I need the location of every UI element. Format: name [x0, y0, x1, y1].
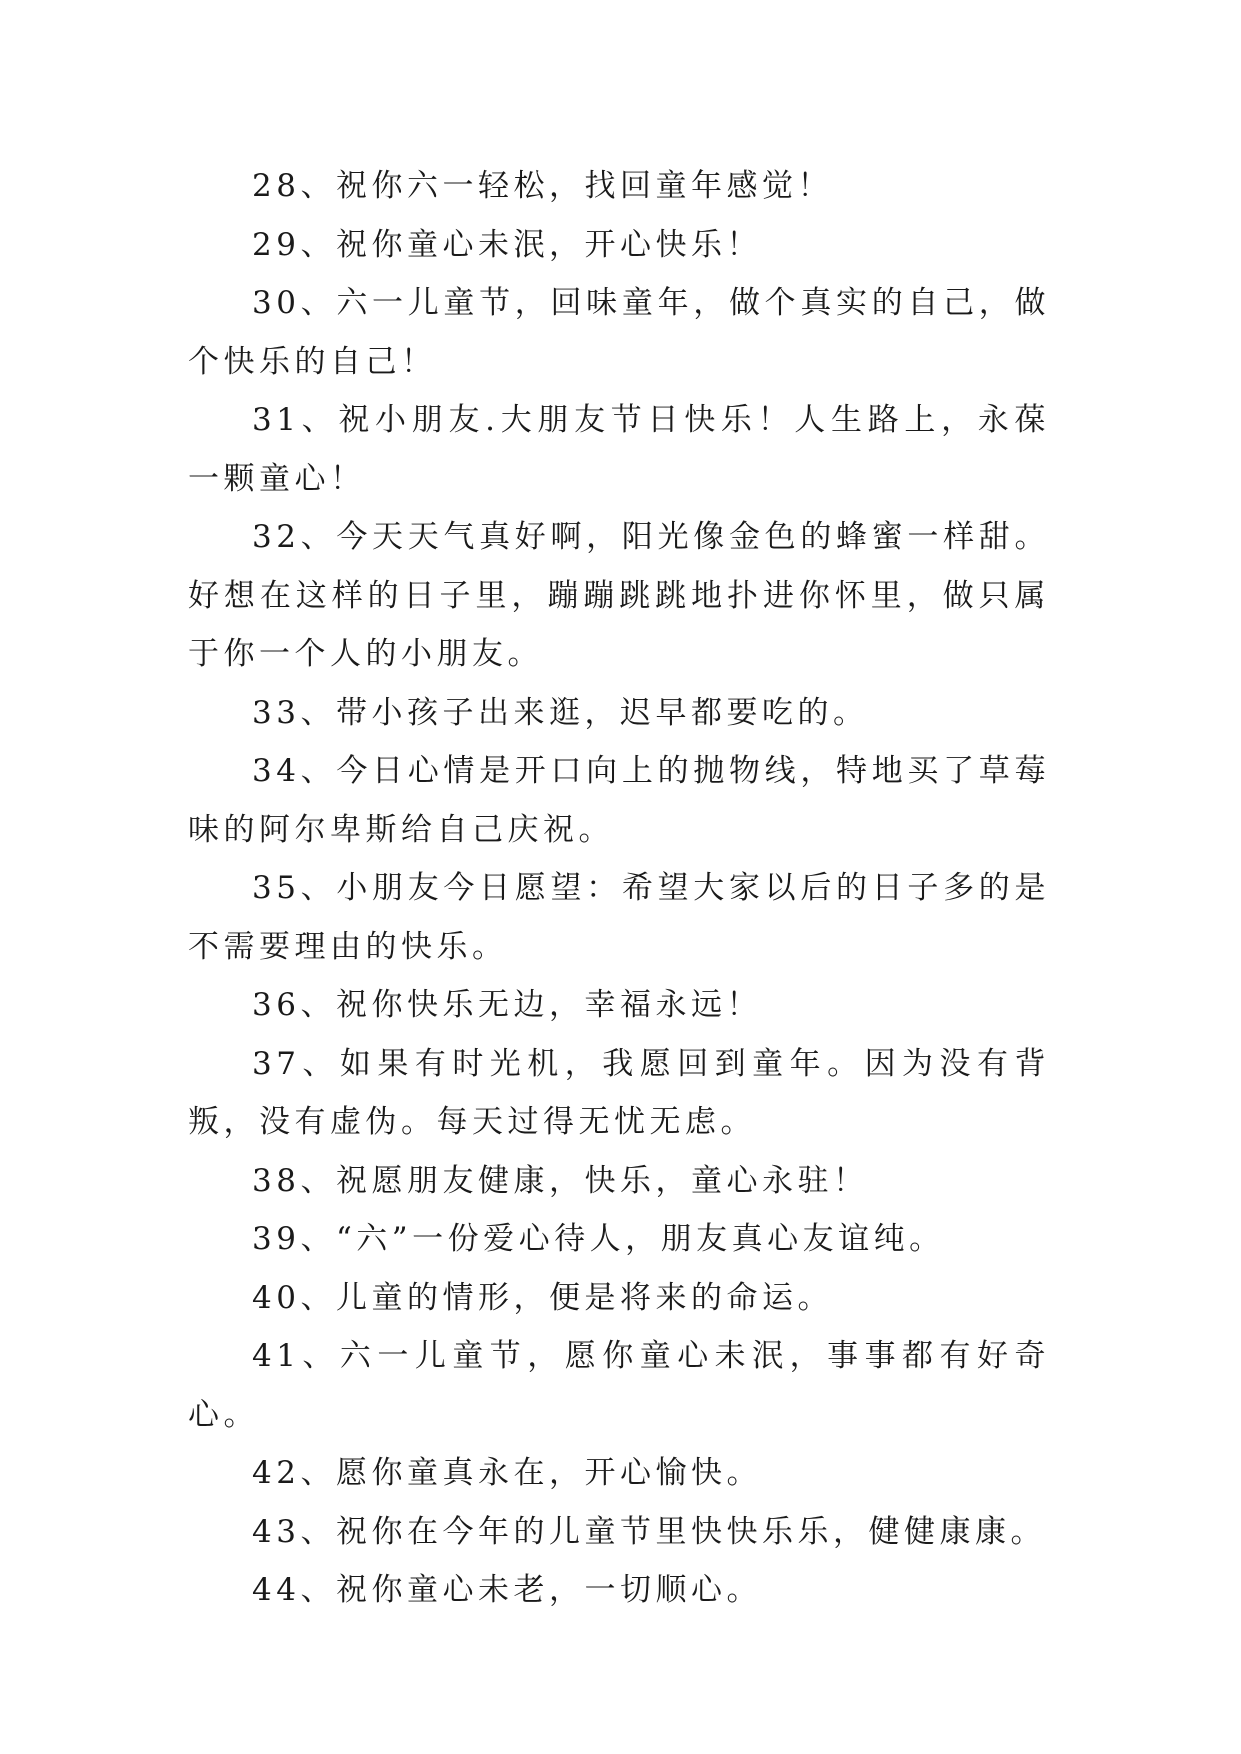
- paragraph-44: 44、祝你童心未老，一切顺心。: [252, 1572, 762, 1608]
- paragraph-40: 40、儿童的情形，便是将来的命运。: [252, 1279, 833, 1316]
- paragraph-33: 33、带小孩子出来逛，迟早都要吃的。: [252, 694, 869, 731]
- paragraph-34: 34、今日心情是开口向上的抛物线，特地买了草莓味的阿尔卑斯给自己庆祝。: [188, 753, 1050, 848]
- paragraph-43: 43、祝你在今年的儿童节里快快乐乐，健健康康。: [252, 1513, 1046, 1550]
- paragraph-41: 41、六一儿童节，愿你童心未泯，事事都有好奇心。: [188, 1338, 1050, 1433]
- paragraph-30: 30、六一儿童节，回味童年，做个真实的自己，做个快乐的自己！: [188, 285, 1050, 380]
- paragraph-38: 38、祝愿朋友健康，快乐，童心永驻！: [252, 1162, 869, 1199]
- paragraph-28: 28、祝你六一轻松，找回童年感觉！: [252, 168, 833, 204]
- paragraph-39: 39、“六”一份爱心待人，朋友真心友谊纯。: [252, 1221, 945, 1257]
- paragraph-31: 31、祝小朋友.大朋友节日快乐！人生路上，永葆一颗童心！: [188, 402, 1050, 497]
- paragraph-37: 37、如果有时光机，我愿回到童年。因为没有背叛，没有虚伪。每天过得无忧无虑。: [188, 1045, 1050, 1140]
- paragraph-42: 42、愿你童真永在，开心愉快。: [252, 1455, 762, 1491]
- paragraph-29: 29、祝你童心未泯，开心快乐！: [252, 226, 762, 263]
- paragraph-36: 36、祝你快乐无边，幸福永远！: [252, 987, 762, 1023]
- paragraph-32: 32、今天天气真好啊，阳光像金色的蜂蜜一样甜。好想在这样的日子里，蹦蹦跳跳地扑进你怀里，做只属于你一个人的小朋友。: [188, 519, 1050, 672]
- paragraph-35: 35、小朋友今日愿望：希望大家以后的日子多的是不需要理由的快乐。: [188, 870, 1050, 965]
- document-body: [188, 157, 1050, 1620]
